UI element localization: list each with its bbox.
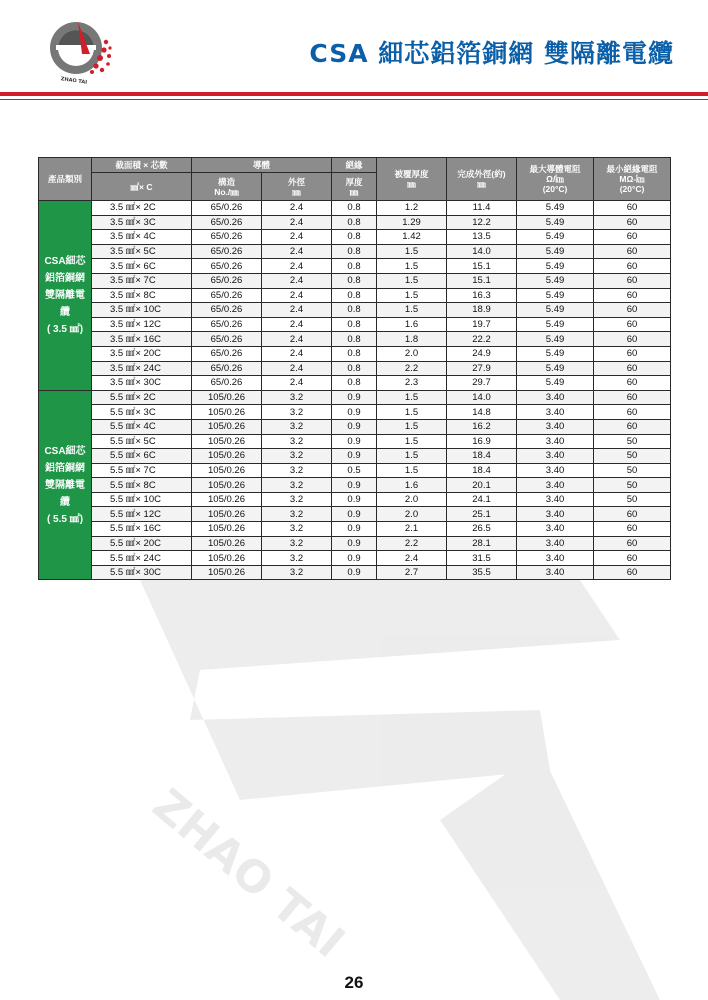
table-cell: 5.5 ㎟× 24C	[92, 551, 192, 566]
table-row	[39, 346, 671, 361]
table-cell: 5.5 ㎟× 7C	[92, 463, 192, 478]
table-cell: 3.2	[262, 390, 332, 405]
table-cell: 5.5 ㎟× 20C	[92, 536, 192, 551]
table-row	[39, 565, 671, 580]
table-row	[39, 405, 671, 420]
table-cell: 65/0.26	[192, 259, 262, 274]
table-row	[39, 551, 671, 566]
table-cell: 50	[594, 478, 671, 493]
table-cell: 3.2	[262, 449, 332, 464]
table-cell: 1.5	[377, 449, 447, 464]
table-cell: 60	[594, 273, 671, 288]
table-cell: 5.49	[517, 361, 594, 376]
table-cell: 60	[594, 390, 671, 405]
table-cell: 0.9	[332, 419, 377, 434]
table-row	[39, 376, 671, 391]
table-cell: 1.6	[377, 317, 447, 332]
table-cell: 65/0.26	[192, 317, 262, 332]
table-row	[39, 273, 671, 288]
header-size: 截面積 × 芯數	[92, 158, 192, 173]
header-finished-od: 完成外徑(約) ㎜	[447, 158, 517, 201]
table-cell: 5.49	[517, 201, 594, 216]
table-cell: 0.9	[332, 478, 377, 493]
table-cell: 0.9	[332, 405, 377, 420]
table-cell: 50	[594, 449, 671, 464]
table-cell: 3.2	[262, 492, 332, 507]
table-cell: 60	[594, 376, 671, 391]
table-row	[39, 288, 671, 303]
category-cell	[39, 201, 92, 391]
table-cell: 5.49	[517, 332, 594, 347]
table-cell: 3.40	[517, 463, 594, 478]
table-cell: 5.5 ㎟× 16C	[92, 522, 192, 537]
table-cell: 2.4	[262, 317, 332, 332]
table-cell: 1.5	[377, 463, 447, 478]
table-cell: 3.5 ㎟× 30C	[92, 376, 192, 391]
table-cell: 11.4	[447, 201, 517, 216]
table-cell: 0.9	[332, 551, 377, 566]
table-row	[39, 215, 671, 230]
watermark-text: ZHAO TAI	[142, 779, 354, 968]
table-cell: 2.2	[377, 361, 447, 376]
table-cell: 25.1	[447, 507, 517, 522]
table-cell: 3.2	[262, 434, 332, 449]
table-cell: 3.40	[517, 565, 594, 580]
table-cell: 3.5 ㎟× 2C	[92, 201, 192, 216]
table-cell: 5.49	[517, 259, 594, 274]
table-cell: 0.8	[332, 303, 377, 318]
table-cell: 2.4	[377, 551, 447, 566]
table-cell: 5.49	[517, 288, 594, 303]
header-max-resistance: 最大導體電阻 Ω/㎞ (20°C)	[517, 158, 594, 201]
table-cell: 105/0.26	[192, 522, 262, 537]
table-cell: 1.5	[377, 244, 447, 259]
table-cell: 2.2	[377, 536, 447, 551]
table-row	[39, 478, 671, 493]
header-diameter: 外徑 ㎜	[262, 173, 332, 201]
watermark-logo	[20, 560, 708, 1000]
table-cell: 1.2	[377, 201, 447, 216]
table-row	[39, 522, 671, 537]
table-cell: 60	[594, 201, 671, 216]
table-cell: 60	[594, 303, 671, 318]
table-cell: 3.5 ㎟× 7C	[92, 273, 192, 288]
table-cell: 105/0.26	[192, 507, 262, 522]
table-cell: 105/0.26	[192, 536, 262, 551]
table-cell: 2.3	[377, 376, 447, 391]
table-cell: 28.1	[447, 536, 517, 551]
table-cell: 3.40	[517, 507, 594, 522]
table-cell: 5.49	[517, 376, 594, 391]
logo-text: ZHAO TAI	[60, 76, 88, 86]
table-cell: 60	[594, 405, 671, 420]
table-row	[39, 492, 671, 507]
table-cell: 5.49	[517, 303, 594, 318]
table-cell: 0.8	[332, 346, 377, 361]
table-cell: 3.2	[262, 565, 332, 580]
table-cell: 60	[594, 565, 671, 580]
table-cell: 1.5	[377, 405, 447, 420]
table-cell: 65/0.26	[192, 346, 262, 361]
category-line: 雙隔離電纜	[45, 289, 85, 318]
table-cell: 2.4	[262, 332, 332, 347]
table-cell: 2.4	[262, 376, 332, 391]
table-cell: 1.5	[377, 434, 447, 449]
table-cell: 31.5	[447, 551, 517, 566]
table-cell: 65/0.26	[192, 244, 262, 259]
table-cell: 0.9	[332, 492, 377, 507]
table-cell: 105/0.26	[192, 478, 262, 493]
header-ins-thickness: 厚度 ㎜	[332, 173, 377, 201]
table-cell: 5.49	[517, 230, 594, 245]
table-cell: 18.4	[447, 463, 517, 478]
category-line: CSA細芯	[44, 255, 86, 267]
table-cell: 2.0	[377, 507, 447, 522]
table-cell: 2.4	[262, 201, 332, 216]
table-cell: 2.4	[262, 346, 332, 361]
table-cell: 2.4	[262, 288, 332, 303]
table-cell: 60	[594, 346, 671, 361]
table-row	[39, 230, 671, 245]
table-cell: 3.40	[517, 405, 594, 420]
table-cell: 3.5 ㎟× 8C	[92, 288, 192, 303]
table-cell: 3.2	[262, 419, 332, 434]
table-cell: 60	[594, 507, 671, 522]
table-cell: 3.40	[517, 536, 594, 551]
table-cell: 3.5 ㎟× 4C	[92, 230, 192, 245]
page-number: 26	[344, 973, 364, 992]
table-cell: 5.49	[517, 346, 594, 361]
table-cell: 3.2	[262, 536, 332, 551]
table-cell: 19.7	[447, 317, 517, 332]
table-cell: 2.1	[377, 522, 447, 537]
table-cell: 1.5	[377, 390, 447, 405]
table-cell: 13.5	[447, 230, 517, 245]
table-cell: 65/0.26	[192, 273, 262, 288]
table-cell: 3.2	[262, 522, 332, 537]
table-row	[39, 361, 671, 376]
table-cell: 14.0	[447, 390, 517, 405]
table-cell: 2.4	[262, 361, 332, 376]
table-cell: 27.9	[447, 361, 517, 376]
header-category: 產品類別	[39, 158, 92, 201]
table-cell: 1.8	[377, 332, 447, 347]
table-cell: 60	[594, 288, 671, 303]
table-cell: 5.5 ㎟× 8C	[92, 478, 192, 493]
table-cell: 1.29	[377, 215, 447, 230]
table-cell: 0.9	[332, 449, 377, 464]
table-cell: 3.40	[517, 478, 594, 493]
table-cell: 0.8	[332, 230, 377, 245]
table-cell: 60	[594, 361, 671, 376]
table-cell: 65/0.26	[192, 303, 262, 318]
table-cell: 2.4	[262, 215, 332, 230]
table-cell: 0.8	[332, 317, 377, 332]
table-cell: 24.1	[447, 492, 517, 507]
header-conductor: 導體	[192, 158, 332, 173]
table-cell: 105/0.26	[192, 551, 262, 566]
table-cell: 60	[594, 259, 671, 274]
table-cell: 5.5 ㎟× 2C	[92, 390, 192, 405]
table-cell: 65/0.26	[192, 201, 262, 216]
table-cell: 2.4	[262, 244, 332, 259]
table-cell: 18.9	[447, 303, 517, 318]
spec-table-body	[39, 201, 671, 580]
table-cell: 1.6	[377, 478, 447, 493]
table-cell: 2.0	[377, 346, 447, 361]
category-line: 雙隔離電纜	[45, 479, 85, 508]
table-cell: 5.49	[517, 273, 594, 288]
table-cell: 5.5 ㎟× 3C	[92, 405, 192, 420]
table-cell: 0.8	[332, 288, 377, 303]
table-row	[39, 303, 671, 318]
table-cell: 3.2	[262, 405, 332, 420]
table-cell: 60	[594, 551, 671, 566]
table-cell: 3.40	[517, 551, 594, 566]
table-cell: 60	[594, 419, 671, 434]
header-min-insulation: 最小絕緣電阻 MΩ-㎞ (20°C)	[594, 158, 671, 201]
table-cell: 0.8	[332, 376, 377, 391]
table-cell: 65/0.26	[192, 332, 262, 347]
table-cell: 3.5 ㎟× 6C	[92, 259, 192, 274]
table-cell: 5.5 ㎟× 6C	[92, 449, 192, 464]
table-cell: 0.8	[332, 215, 377, 230]
table-cell: 5.5 ㎟× 10C	[92, 492, 192, 507]
table-cell: 3.40	[517, 492, 594, 507]
spec-table	[38, 157, 671, 580]
company-logo	[38, 14, 118, 86]
table-cell: 3.5 ㎟× 16C	[92, 332, 192, 347]
table-cell: 3.5 ㎟× 20C	[92, 346, 192, 361]
table-row	[39, 317, 671, 332]
table-cell: 5.5 ㎟× 4C	[92, 419, 192, 434]
table-cell: 5.49	[517, 317, 594, 332]
table-row	[39, 419, 671, 434]
table-cell: 12.2	[447, 215, 517, 230]
table-cell: 20.1	[447, 478, 517, 493]
category-cell	[39, 390, 92, 580]
table-cell: 105/0.26	[192, 449, 262, 464]
header-size-unit: ㎟× C	[92, 173, 192, 201]
table-cell: 3.40	[517, 419, 594, 434]
table-cell: 3.5 ㎟× 12C	[92, 317, 192, 332]
table-row	[39, 434, 671, 449]
table-cell: 16.9	[447, 434, 517, 449]
table-cell: 105/0.26	[192, 434, 262, 449]
table-cell: 60	[594, 244, 671, 259]
table-cell: 0.8	[332, 273, 377, 288]
table-cell: 65/0.26	[192, 361, 262, 376]
table-row	[39, 536, 671, 551]
table-cell: 3.5 ㎟× 10C	[92, 303, 192, 318]
table-cell: 50	[594, 434, 671, 449]
table-cell: 24.9	[447, 346, 517, 361]
table-row	[39, 463, 671, 478]
table-cell: 0.9	[332, 565, 377, 580]
header-stranding: 構造 No./㎜	[192, 173, 262, 201]
table-cell: 60	[594, 317, 671, 332]
table-cell: 3.5 ㎟× 3C	[92, 215, 192, 230]
table-cell: 1.5	[377, 303, 447, 318]
table-cell: 0.8	[332, 332, 377, 347]
page-title: CSA 細芯鋁箔銅網 雙隔離電纜	[309, 39, 674, 68]
table-cell: 2.4	[262, 303, 332, 318]
table-row	[39, 244, 671, 259]
category-line: ( 5.5 ㎟)	[46, 513, 84, 525]
table-row	[39, 332, 671, 347]
table-cell: 5.5 ㎟× 12C	[92, 507, 192, 522]
table-cell: 60	[594, 536, 671, 551]
table-cell: 15.1	[447, 259, 517, 274]
table-cell: 2.7	[377, 565, 447, 580]
table-cell: 105/0.26	[192, 419, 262, 434]
header-sheath: 被覆厚度 ㎜	[377, 158, 447, 201]
table-cell: 3.5 ㎟× 5C	[92, 244, 192, 259]
table-cell: 0.5	[332, 463, 377, 478]
header-rule-thin	[0, 99, 708, 100]
table-cell: 0.8	[332, 361, 377, 376]
table-cell: 5.49	[517, 244, 594, 259]
table-cell: 105/0.26	[192, 405, 262, 420]
category-line: 鋁箔銅網	[45, 462, 85, 474]
table-cell: 5.49	[517, 215, 594, 230]
table-cell: 60	[594, 230, 671, 245]
table-cell: 1.5	[377, 259, 447, 274]
table-cell: 0.8	[332, 259, 377, 274]
table-cell: 0.9	[332, 390, 377, 405]
table-cell: 105/0.26	[192, 463, 262, 478]
table-cell: 0.8	[332, 201, 377, 216]
category-line: ( 3.5 ㎟)	[46, 323, 84, 335]
table-cell: 3.40	[517, 434, 594, 449]
table-cell: 65/0.26	[192, 215, 262, 230]
table-cell: 1.42	[377, 230, 447, 245]
table-row	[39, 449, 671, 464]
table-cell: 60	[594, 332, 671, 347]
table-cell: 1.5	[377, 288, 447, 303]
table-cell: 35.5	[447, 565, 517, 580]
table-cell: 1.5	[377, 273, 447, 288]
table-cell: 0.9	[332, 507, 377, 522]
table-cell: 0.9	[332, 434, 377, 449]
table-cell: 15.1	[447, 273, 517, 288]
table-cell: 3.2	[262, 551, 332, 566]
table-cell: 5.5 ㎟× 5C	[92, 434, 192, 449]
table-row	[39, 507, 671, 522]
table-cell: 26.5	[447, 522, 517, 537]
table-cell: 65/0.26	[192, 230, 262, 245]
table-cell: 3.2	[262, 478, 332, 493]
table-cell: 105/0.26	[192, 390, 262, 405]
table-cell: 65/0.26	[192, 288, 262, 303]
table-cell: 16.3	[447, 288, 517, 303]
table-cell: 50	[594, 492, 671, 507]
table-row	[39, 390, 671, 405]
table-cell: 3.40	[517, 449, 594, 464]
table-cell: 105/0.26	[192, 492, 262, 507]
table-cell: 16.2	[447, 419, 517, 434]
table-cell: 3.40	[517, 522, 594, 537]
table-cell: 3.2	[262, 507, 332, 522]
category-line: 鋁箔銅網	[45, 272, 85, 284]
table-cell: 29.7	[447, 376, 517, 391]
table-row	[39, 201, 671, 216]
table-cell: 0.9	[332, 536, 377, 551]
table-cell: 0.8	[332, 244, 377, 259]
table-cell: 5.5 ㎟× 30C	[92, 565, 192, 580]
table-cell: 18.4	[447, 449, 517, 464]
table-cell: 0.9	[332, 522, 377, 537]
table-cell: 50	[594, 463, 671, 478]
table-cell: 60	[594, 522, 671, 537]
table-cell: 65/0.26	[192, 376, 262, 391]
table-cell: 3.40	[517, 390, 594, 405]
table-cell: 60	[594, 215, 671, 230]
table-cell: 2.4	[262, 259, 332, 274]
header-insulation: 絕緣	[332, 158, 377, 173]
table-cell: 3.2	[262, 463, 332, 478]
table-cell: 14.0	[447, 244, 517, 259]
header-rule	[0, 92, 708, 96]
table-cell: 1.5	[377, 419, 447, 434]
table-cell: 2.0	[377, 492, 447, 507]
table-cell: 2.4	[262, 273, 332, 288]
table-cell: 14.8	[447, 405, 517, 420]
category-line: CSA細芯	[44, 445, 86, 457]
table-row	[39, 259, 671, 274]
table-cell: 22.2	[447, 332, 517, 347]
table-cell: 2.4	[262, 230, 332, 245]
table-cell: 105/0.26	[192, 565, 262, 580]
table-cell: 3.5 ㎟× 24C	[92, 361, 192, 376]
